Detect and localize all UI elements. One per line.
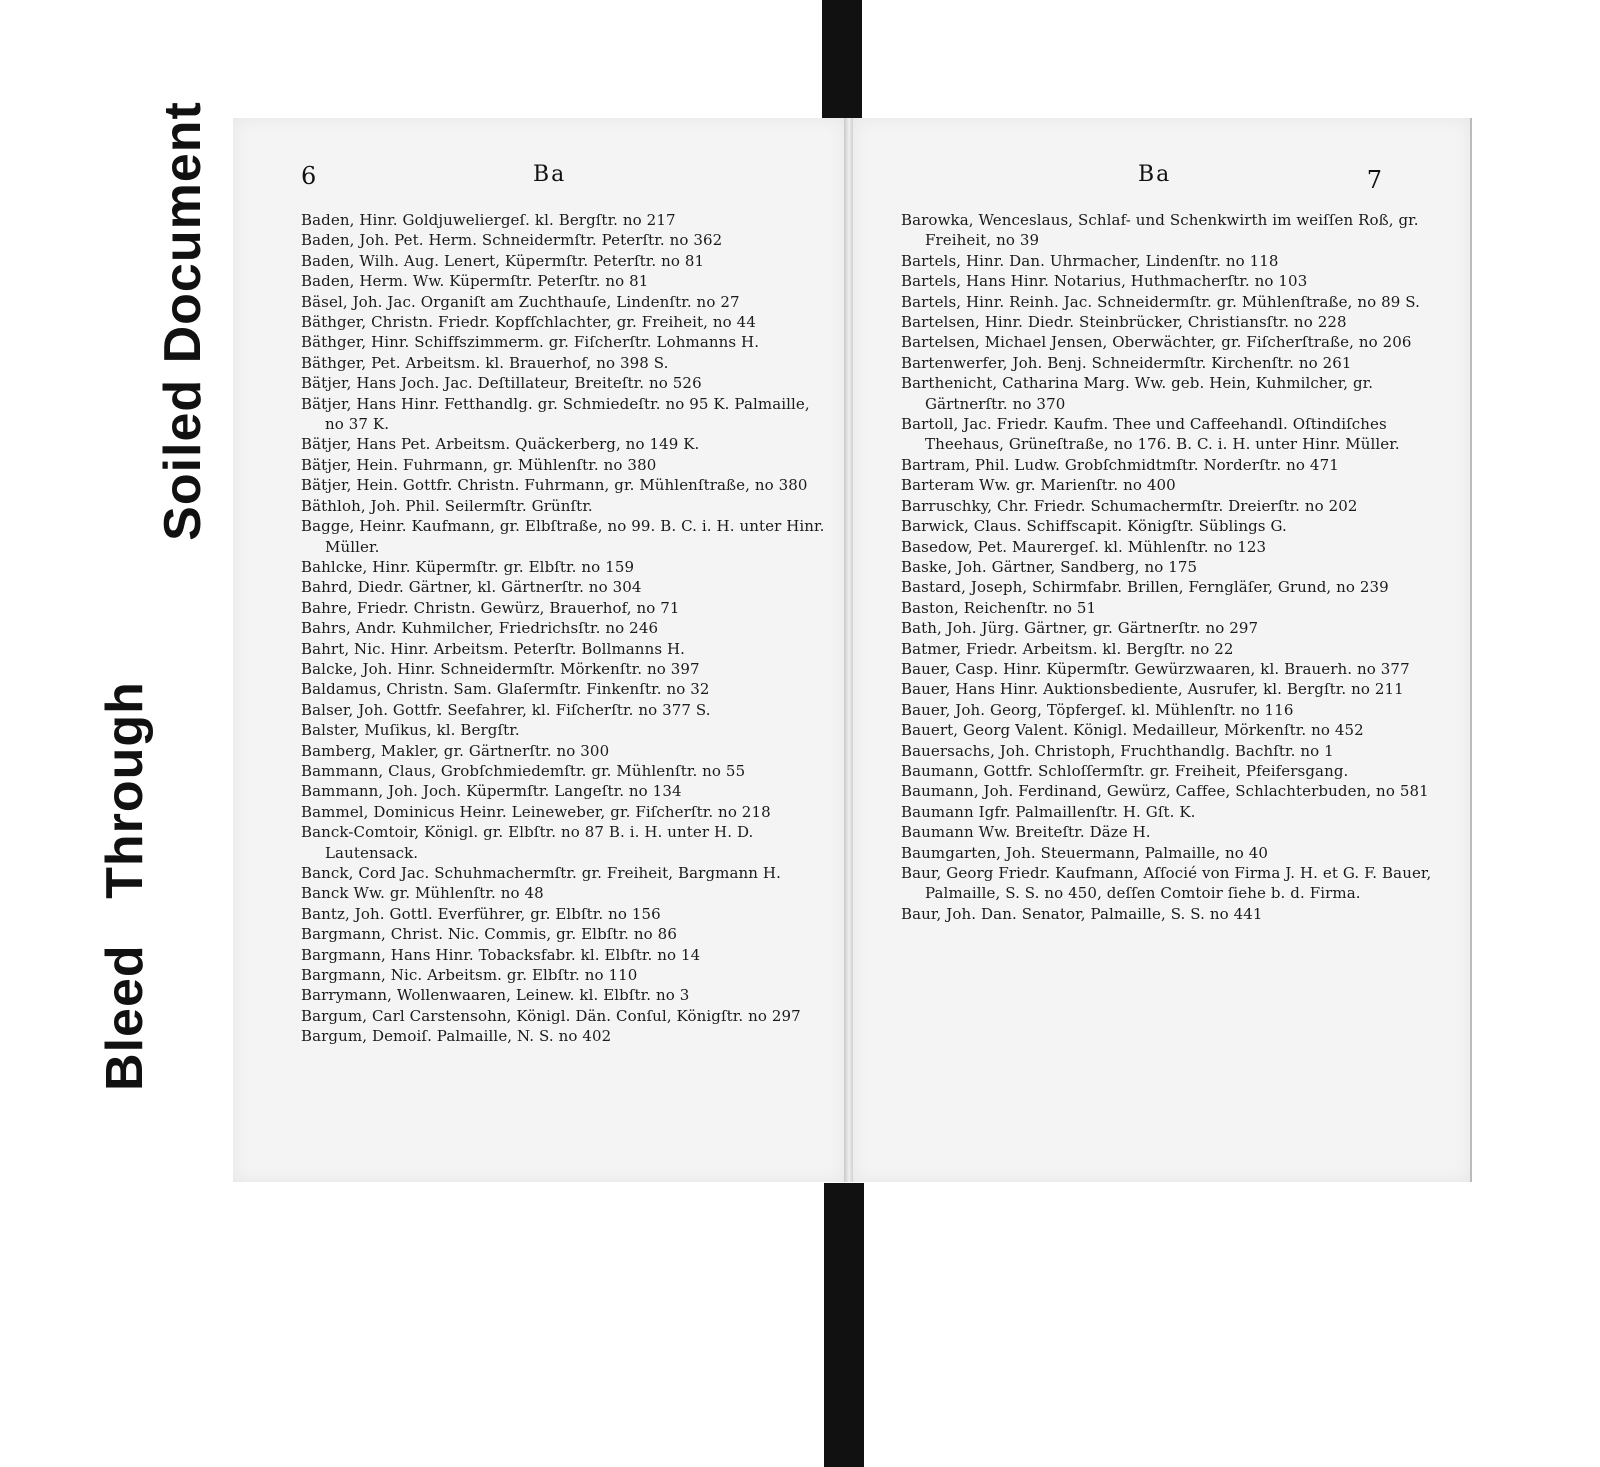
directory-entry: Barwick, Claus. Schiffscapit. Königſtr. Süblings G. [901,517,1287,536]
directory-entry: Bäthger, Hinr. Schiffszimmerm. gr. Fiſcherſtr. Lohmanns H. [301,333,760,352]
directory-entry: Baur, Joh. Dan. Senator, Palmaille, S. S. no 441 [901,904,1263,923]
directory-entry: Baden, Joh. Pet. Herm. Schneidermſtr. Peterſtr. no 362 [301,231,723,250]
directory-entry: Bammann, Joh. Joch. Küpermſtr. Langeſtr. no 134 [301,782,682,801]
directory-entry: Bäthloh, Joh. Phil. Seilermſtr. Grünſtr. [301,496,593,515]
directory-entry: Balster, Muſikus, kl. Bergſtr. [301,721,520,740]
directory-entry: Bargmann, Hans Hinr. Tobacksfabr. kl. Elbſtr. no 14 [301,945,701,964]
directory-entry: Banck, Cord Jac. Schuhmachermſtr. gr. Freiheit, Bargmann H. [301,864,781,882]
directory-entry: Bauert, Georg Valent. Königl. Medailleur, Mörkenſtr. no 452 [901,721,1364,740]
directory-entry: Barthenicht, Catharina Marg. Ww. geb. Hein, Kuhmilcher, gr. Gärtnerſtr. no 370 [901,374,1374,413]
directory-entry: Batmer, Friedr. Arbeitsm. kl. Bergſtr. no 22 [901,639,1234,658]
directory-entry: Bahrs, Andr. Kuhmilcher, Friedrichsſtr. no 246 [301,619,659,638]
directory-entry: Bastard, Joseph, Schirmfabr. Brillen, Ferngläſer, Grund, no 239 [901,578,1389,597]
directory-entry: Bartels, Hinr. Dan. Uhrmacher, Lindenſtr. no 118 [901,251,1279,270]
directory-entry: Bahrt, Nic. Hinr. Arbeitsm. Peterſtr. Bollmanns H. [301,639,686,658]
directory-entry: Bartelsen, Michael Jensen, Oberwächter, gr. Fiſcherſtraße, no 206 [901,333,1412,352]
directory-entry: Bahlcke, Hinr. Küpermſtr. gr. Elbſtr. no 159 [301,557,635,576]
directory-entry: Baumann Ww. Breiteſtr. Däze H. [901,823,1151,842]
directory-entry: Baden, Herm. Ww. Küpermſtr. Peterſtr. no 81 [301,272,649,291]
directory-entry: Baumann Igfr. Palmaillenſtr. H. Gſt. K. [901,802,1196,821]
directory-entry: Bätjer, Hein. Gottfr. Christn. Fuhrmann, gr. Mühlenſtraße, no 380 [301,476,808,495]
directory-entry: Baumgarten, Joh. Steuermann, Palmaille, no 40 [901,843,1268,862]
page-number: 6 [301,162,317,190]
directory-entry: Balser, Joh. Gottfr. Seefahrer, kl. Fiſcherſtr. no 377 S. [301,700,711,719]
directory-entry: Bath, Joh. Jürg. Gärtner, gr. Gärtnerſtr. no 297 [901,619,1259,638]
directory-entry: Bätjer, Hans Pet. Arbeitsm. Quäckerberg, no 149 K. [301,435,700,454]
soiled-document-stamp: Soiled Document [154,101,212,541]
directory-entry: Bäthger, Pet. Arbeitsm. kl. Brauerhof, no 398 S. [301,353,669,372]
directory-entry: Baldamus, Christn. Sam. Glaſermſtr. Finkenſtr. no 32 [301,680,710,699]
directory-entry: Bagge, Heinr. Kaufmann, gr. Elbſtraße, no 99. B. C. i. H. unter Hinr. Müller. [301,517,825,556]
page-number: 7 [1366,166,1382,194]
directory-entry: Bartelsen, Hinr. Diedr. Steinbrücker, Christiansſtr. no 228 [901,313,1347,332]
directory-entry: Baston, Reichenſtr. no 51 [901,598,1097,617]
directory-entry: Bartels, Hans Hinr. Notarius, Huthmacherſtr. no 103 [901,272,1308,291]
bleed-through-stamp: Bleed Through [96,681,154,1091]
directory-entry: Bauersachs, Joh. Christoph, Fruchthandlg. Bachſtr. no 1 [901,741,1334,760]
directory-entry: Bargmann, Christ. Nic. Commis, gr. Elbſtr. no 86 [301,925,677,944]
directory-entry: Banck Ww. gr. Mühlenſtr. no 48 [301,884,544,903]
directory-entry: Basedow, Pet. Maurergeſ. kl. Mühlenſtr. no 123 [901,537,1267,556]
directory-entry: Bauer, Casp. Hinr. Küpermſtr. Gewürzwaaren, kl. Brauerh. no 377 [901,659,1410,678]
directory-entry: Bahrd, Diedr. Gärtner, kl. Gärtnerſtr. no 304 [301,578,642,597]
directory-entry: Barteram Ww. gr. Marienſtr. no 400 [901,476,1176,495]
directory-entry: Bäthger, Christn. Friedr. Kopfſchlachter, gr. Freiheit, no 44 [301,313,756,332]
directory-entry: Balcke, Joh. Hinr. Schneidermſtr. Mörkenſtr. no 397 [301,659,700,678]
directory-entries-right [901,210,1449,924]
page-header: Ba [533,162,567,187]
directory-entry: Bantz, Joh. Gottl. Everführer, gr. Elbſtr. no 156 [301,904,661,923]
directory-entry: Bätjer, Hans Joch. Jac. Deſtillateur, Breiteſtr. no 526 [301,374,702,393]
directory-entry: Bargum, Carl Carstensohn, Königl. Dän. Conſul, Königſtr. no 297 [301,1006,801,1025]
directory-entry: Bammel, Dominicus Heinr. Leineweber, gr. Fiſcherſtr. no 218 [301,802,771,821]
directory-entry: Bäsel, Joh. Jac. Organiſt am Zuchthauſe, Lindenſtr. no 27 [301,292,740,311]
gutter-bar-bottom [824,1183,864,1467]
directory-entry: Bauer, Joh. Georg, Töpfergeſ. kl. Mühlenſtr. no 116 [901,700,1294,719]
directory-entries-left [301,210,831,1047]
directory-entry: Bartram, Phil. Ludw. Grobſchmidtmſtr. Norderſtr. no 471 [901,455,1339,474]
directory-entry: Barrymann, Wollenwaaren, Leinew. kl. Elbſtr. no 3 [301,986,690,1005]
page-header: Ba [1138,162,1172,187]
directory-entry: Bartenwerfer, Joh. Benj. Schneidermſtr. Kirchenſtr. no 261 [901,353,1352,372]
directory-entry: Bartoll, Jac. Friedr. Kaufm. Thee und Caffeehandl. Oſtindiſches Theehaus, Grüneſtraße, no 176. B. C. i. H. unter Hinr. Müller. [901,415,1400,454]
directory-entry: Baur, Georg Friedr. Kaufmann, Aſſocié von Firma J. H. et G. F. Bauer, Palmaille, S. S. no 450, deſſen Comtoir ſiehe b. d. Firma. [901,864,1432,903]
gutter-bar-top [822,0,862,125]
directory-entry: Baumann, Joh. Ferdinand, Gewürz, Caffee, Schlachterbuden, no 581 [901,782,1429,801]
left-page [233,118,845,1182]
directory-entry: Bargum, Demoiſ. Palmaille, N. S. no 402 [301,1027,612,1046]
directory-entry: Barowka, Wenceslaus, Schlaf- und Schenkwirth im weiſſen Roß, gr. Freiheit, no 39 [901,211,1419,250]
directory-entry: Baumann, Gottfr. Schloſſermſtr. gr. Freiheit, Pfeifersgang. [901,761,1349,780]
directory-entry: Baden, Hinr. Goldjuweliergeſ. kl. Bergſtr. no 217 [301,211,676,229]
directory-entry: Barruschky, Chr. Friedr. Schumachermſtr. Dreierſtr. no 202 [901,496,1358,515]
directory-entry: Bammann, Claus, Grobſchmiedemſtr. gr. Mühlenſtr. no 55 [301,761,746,780]
directory-entry: Bargmann, Nic. Arbeitsm. gr. Elbſtr. no 110 [301,966,638,985]
directory-entry: Bätjer, Hein. Fuhrmann, gr. Mühlenſtr. no 380 [301,455,657,474]
directory-entry: Bahre, Friedr. Christn. Gewürz, Brauerhof, no 71 [301,598,680,617]
directory-entry: Bartels, Hinr. Reinh. Jac. Schneidermſtr. gr. Mühlenſtraße, no 89 S. [901,292,1420,311]
directory-entry: Bamberg, Makler, gr. Gärtnerſtr. no 300 [301,741,610,760]
right-page [853,118,1472,1182]
directory-entry: Bätjer, Hans Hinr. Fetthandlg. gr. Schmiedeſtr. no 95 K. Palmaille, no 37 K. [301,394,810,434]
directory-entry: Baske, Joh. Gärtner, Sandberg, no 175 [901,557,1198,576]
directory-entry: Banck-Comtoir, Königl. gr. Elbſtr. no 87 B. i. H. unter H. D. Lautensack. [301,823,754,862]
directory-entry: Bauer, Hans Hinr. Auktionsbediente, Ausrufer, kl. Bergſtr. no 211 [901,680,1404,699]
directory-entry: Baden, Wilh. Aug. Lenert, Küpermſtr. Peterſtr. no 81 [301,251,705,270]
